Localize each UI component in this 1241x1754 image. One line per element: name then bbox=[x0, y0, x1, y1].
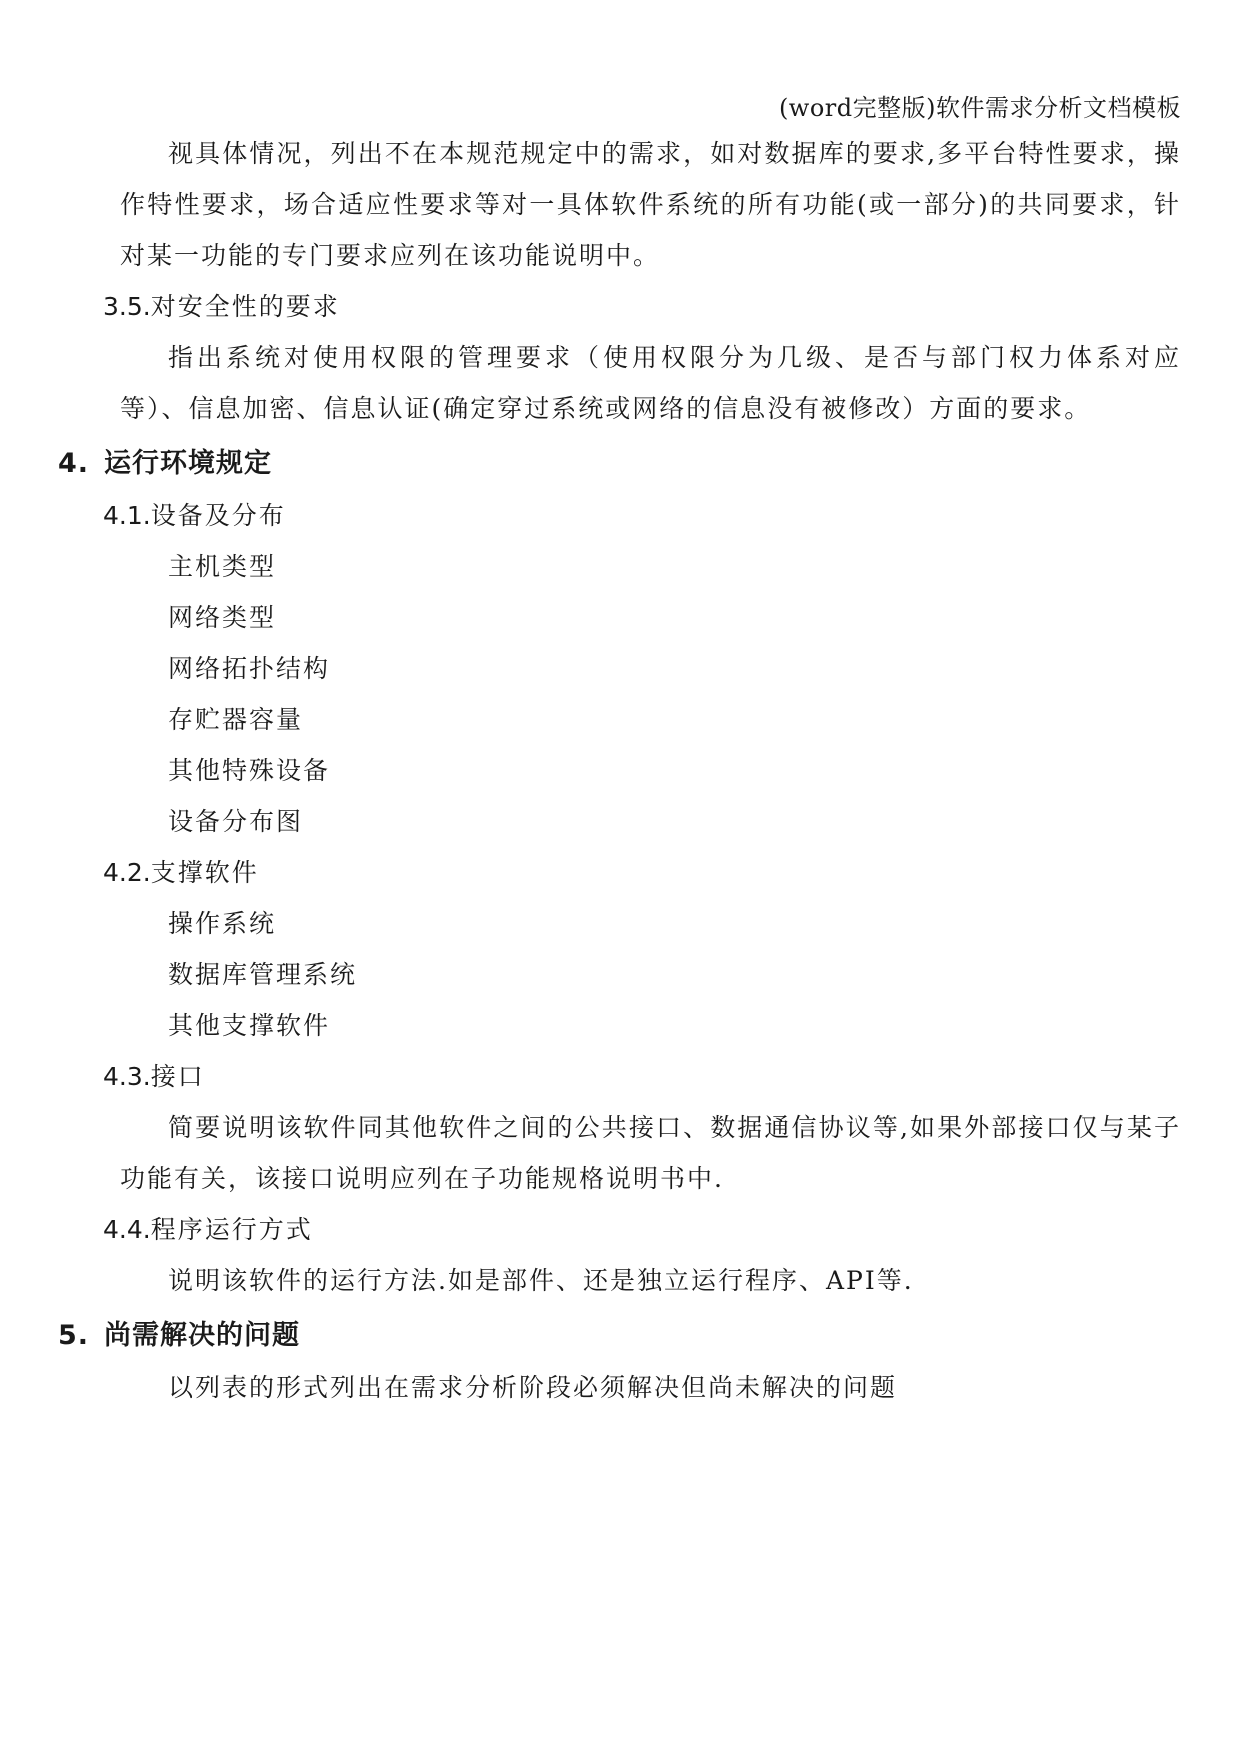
heading-4 bbox=[0, 438, 1241, 490]
document-body bbox=[0, 128, 1241, 1413]
heading-number: 5. bbox=[58, 1320, 90, 1351]
heading-5 bbox=[0, 1310, 1241, 1362]
heading-number: 4.4. bbox=[103, 1215, 151, 1244]
list-item: 其他特殊设备 bbox=[168, 756, 331, 785]
heading-title: 运行环境规定 bbox=[104, 448, 272, 479]
heading-number: 4.2. bbox=[103, 858, 151, 887]
paragraph-interface: 简要说明该软件同其他软件之间的公共接口、数据通信协议等,如果外部接口仅与某子功能有关，该接口说明应列在子功能规格说明书中. bbox=[120, 1113, 1181, 1193]
heading-number: 4.1. bbox=[103, 501, 151, 530]
list-item: 设备分布图 bbox=[168, 807, 304, 836]
heading-title: 尚需解决的问题 bbox=[104, 1320, 300, 1351]
list-item: 网络类型 bbox=[168, 603, 277, 632]
paragraph-run-mode: 说明该软件的运行方法.如是部件、还是独立运行程序、API等. bbox=[168, 1266, 914, 1295]
heading-4-2 bbox=[0, 847, 1241, 898]
heading-number: 4. bbox=[58, 448, 90, 479]
list-item: 主机类型 bbox=[168, 552, 277, 581]
heading-4-4 bbox=[0, 1204, 1241, 1255]
heading-title: 对安全性的要求 bbox=[150, 292, 340, 321]
list-item: 其他支撑软件 bbox=[168, 1011, 331, 1040]
paragraph-security: 指出系统对使用权限的管理要求（使用权限分为几级、是否与部门权力体系对应等）、信息加密、信息认证(确定穿过系统或网络的信息没有被修改）方面的要求。 bbox=[120, 343, 1181, 423]
paragraph-general-requirements: 视具体情况，列出不在本规范规定中的需求，如对数据库的要求,多平台特性要求，操作特性要求，场合适应性要求等对一具体软件系统的所有功能(或一部分)的共同要求，针对某一功能的专门要求应列在该功能说明中。 bbox=[120, 139, 1181, 270]
list-item: 数据库管理系统 bbox=[168, 960, 358, 989]
heading-number: 3.5. bbox=[103, 292, 151, 321]
heading-title: 接口 bbox=[150, 1062, 205, 1091]
running-header: (word完整版)软件需求分析文档模板 bbox=[778, 94, 1181, 122]
heading-title: 支撑软件 bbox=[150, 858, 259, 887]
heading-title: 程序运行方式 bbox=[150, 1215, 313, 1244]
heading-title: 设备及分布 bbox=[150, 501, 286, 530]
list-item: 网络拓扑结构 bbox=[168, 654, 331, 683]
heading-4-1 bbox=[0, 490, 1241, 541]
paragraph-open-issues: 以列表的形式列出在需求分析阶段必须解决但尚未解决的问题 bbox=[168, 1373, 898, 1402]
heading-4-3 bbox=[0, 1051, 1241, 1102]
heading-3-5 bbox=[0, 281, 1241, 332]
heading-number: 4.3. bbox=[103, 1062, 151, 1091]
list-item: 操作系统 bbox=[168, 909, 277, 938]
list-item: 存贮器容量 bbox=[168, 705, 304, 734]
